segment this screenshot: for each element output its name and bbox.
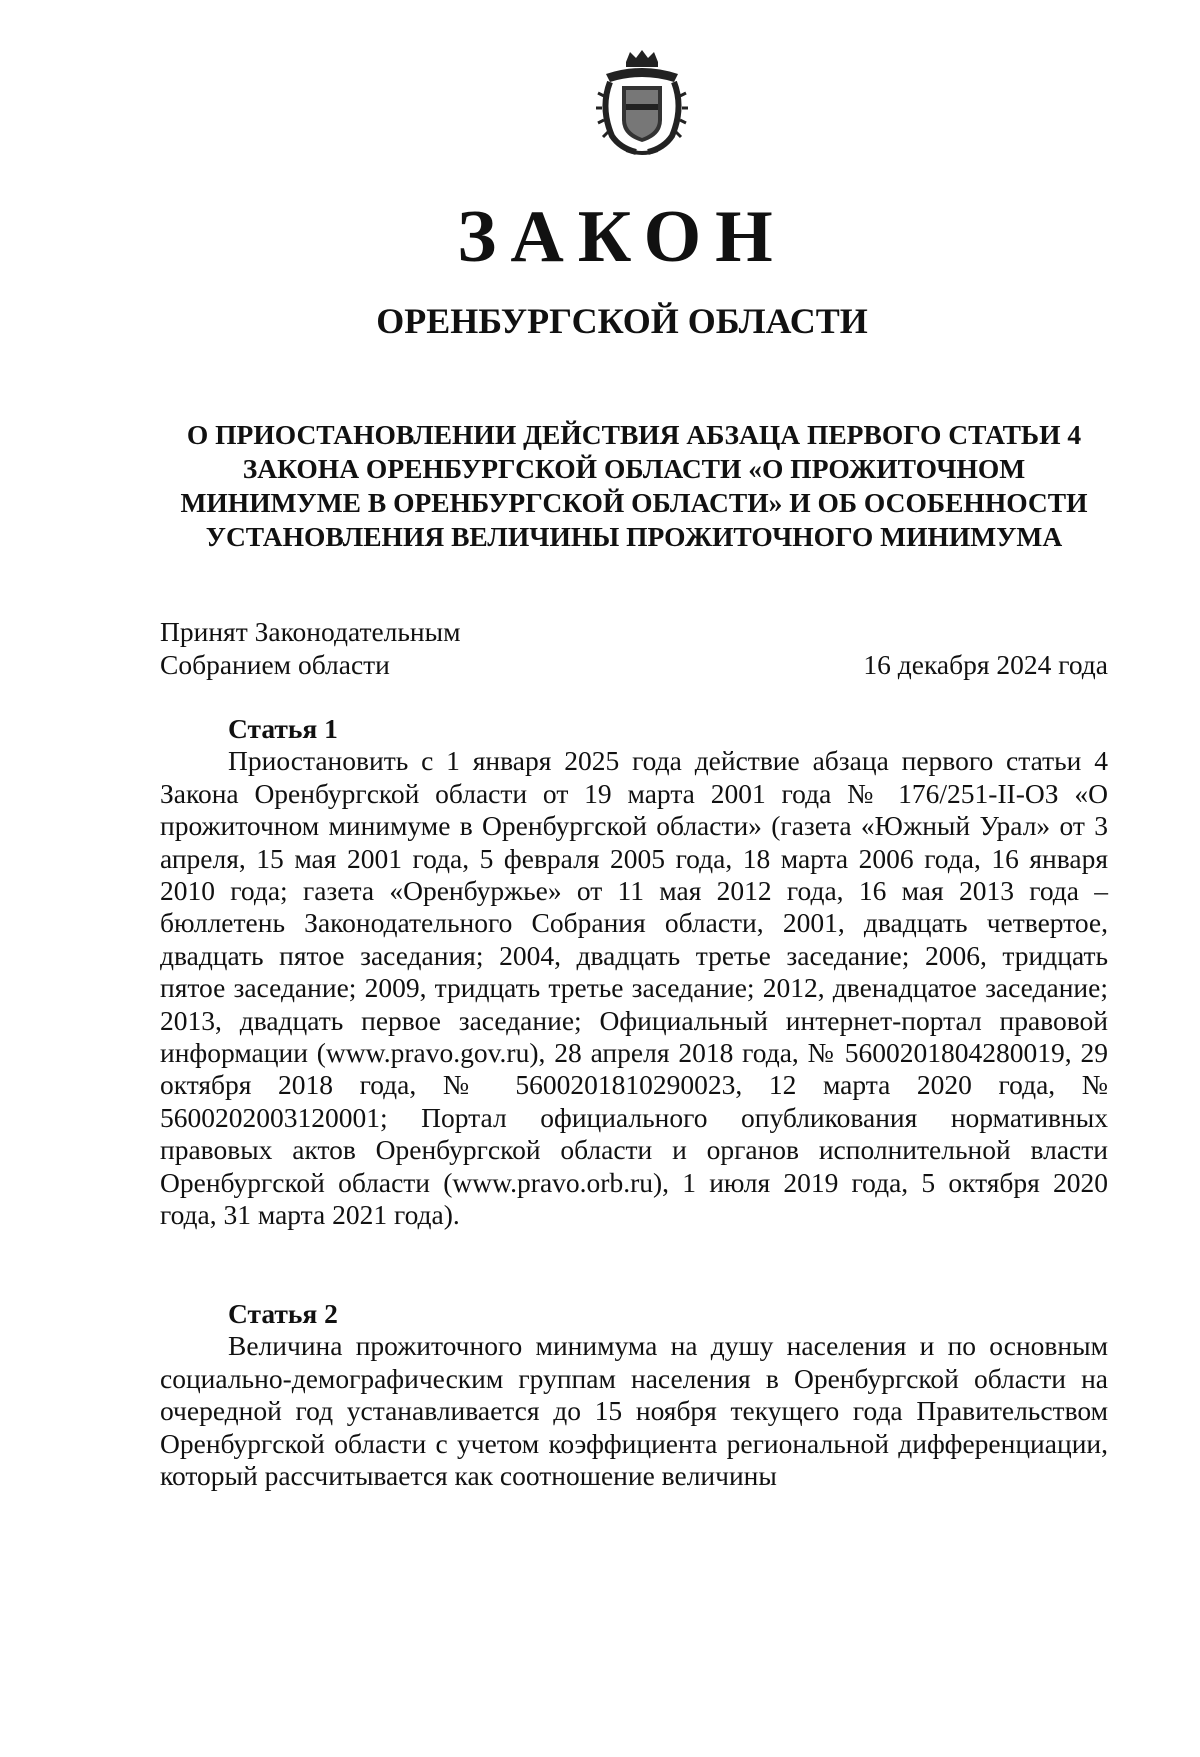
article-1-title: Статья 1 bbox=[228, 713, 338, 744]
adoption-date: 16 декабря 2024 года bbox=[863, 649, 1108, 680]
document-title: ЗАКОН bbox=[457, 196, 787, 278]
coat-of-arms-icon bbox=[596, 48, 688, 156]
article-2-text: Величина прожиточного минимума на душу населения и по основным социально-демографическим группам населения в Оренбургской области на очередной год устанавливается до 15 ноября текущего года Правительством Оренбургской области с учетом коэффициента региональной дифференциации, который рассчитывается как соотношение величины bbox=[160, 1330, 1108, 1492]
adoption-line-2: Собранием области bbox=[160, 649, 390, 680]
document-subtitle: ОРЕНБУРГСКОЙ ОБЛАСТИ bbox=[376, 301, 868, 341]
article-2-title: Статья 2 bbox=[228, 1298, 338, 1329]
article-2 bbox=[160, 1298, 1108, 1492]
article-1 bbox=[160, 713, 1108, 1232]
adoption-block bbox=[160, 615, 1108, 681]
article-1-text: Приостановить с 1 января 2025 года действие абзаца первого статьи 4 Закона Оренбургской области от 19 марта 2001 года № 176/251-II-ОЗ «О прожиточном минимуме в Оренбургской области» (газета «Южный Урал» от 3 апреля, 15 мая 2001 года, 5 февраля 2005 года, 18 марта 2006 года, 16 января 2010 года; газета «Оренбуржье» от 11 мая 2012 года, 16 мая 2013 года – бюллетень Законодательного Собрания области, 2001, двадцать четвертое, двадцать пятое заседания; 2004, двадцать третье заседание; 2006, тридцать пятое заседание; 2009, тридцать третье заседание; 2012, двенадцатое заседание; 2013, двадцать первое заседание; Официальный интернет-портал правовой информации (www.pravo.gov.ru), 28 апреля 2018 года, № 5600201804280019, 29 октября 2018 года, № 5600201810290023, 12 марта 2020 года, № 5600202003120001; Портал официального опубликования нормативных правовых актов Оренбургской области и органов исполнительной власти Оренбургской области (www.pravo.orb.ru), 1 июля 2019 года, 5 октября 2020 года, 31 марта 2021 года). bbox=[160, 745, 1108, 1231]
law-heading: О ПРИОСТАНОВЛЕНИИ ДЕЙСТВИЯ АБЗАЦА ПЕРВОГО СТАТЬИ 4 ЗАКОНА ОРЕНБУРГСКОЙ ОБЛАСТИ «О ПРОЖИТОЧНОМ МИНИМУМЕ В ОРЕНБУРГСКОЙ ОБЛАСТИ» И ОБ ОСОБЕННОСТИ УСТАНОВЛЕНИЯ ВЕЛИЧИНЫ ПРОЖИТОЧНОГО МИНИМУМА bbox=[180, 419, 1088, 552]
adoption-line-1: Принят Законодательным bbox=[160, 616, 461, 647]
